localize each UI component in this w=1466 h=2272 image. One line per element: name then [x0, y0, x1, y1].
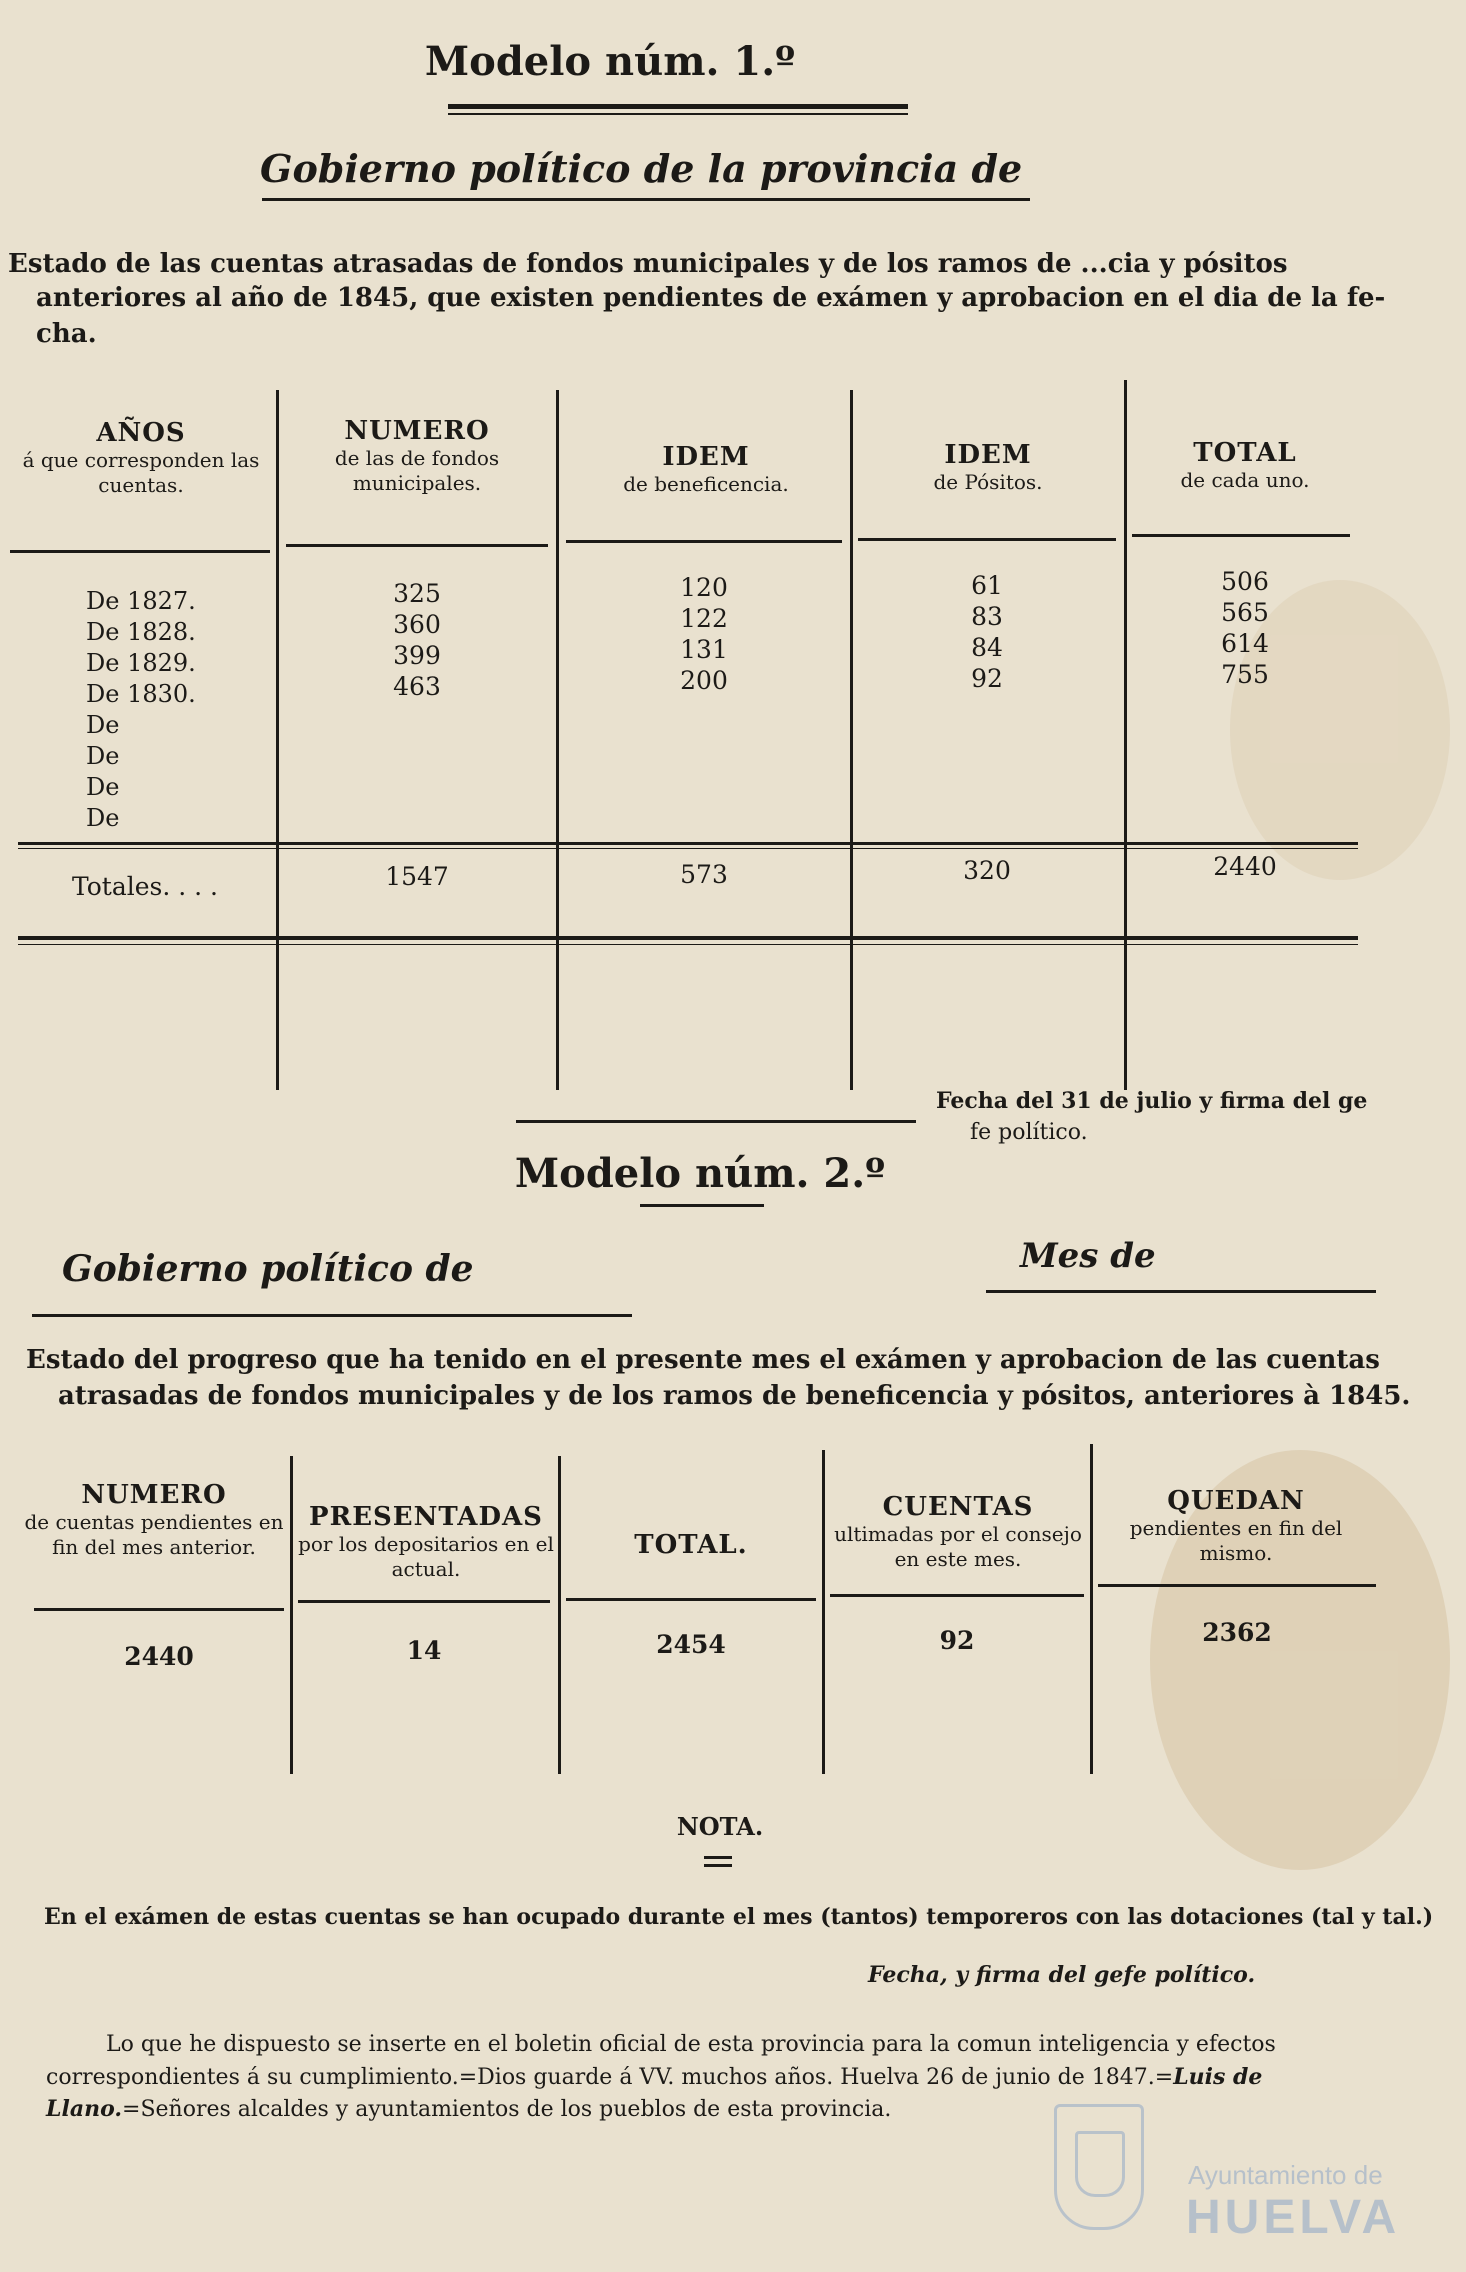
table1-header-rule	[566, 540, 842, 543]
title-underline	[448, 113, 908, 115]
table2-header-quedan: QUEDAN pendientes en fin del mismo.	[1129, 1486, 1343, 1565]
nota-body: En el exámen de estas cuentas se han ocupado durante el mes (tantos) temporeros con las dotaciones (tal y tal.)	[44, 1904, 1434, 1930]
modelo1-estado-line1: Estado de las cuentas atrasadas de fondos municipales y de los ramos de ...cia y pósitos	[8, 249, 1288, 279]
table-row: De 1829.	[86, 649, 196, 677]
table2-value-quedan: 2362	[1202, 1618, 1272, 1647]
table2-vrule	[1090, 1444, 1093, 1774]
table1-totals-label: Totales. . . .	[72, 872, 218, 901]
mes-underline	[986, 1290, 1376, 1293]
table-row: De	[86, 711, 120, 739]
modelo2-title: Modelo núm. 2.º	[514, 1150, 886, 1197]
table1-beneficencia-column: 120 122 131 200	[680, 573, 728, 695]
table2-header-rule	[34, 1608, 284, 1611]
nota-equals-mark	[704, 1856, 732, 1859]
table1-vrule	[556, 390, 559, 1090]
nota-equals-mark	[704, 1864, 732, 1867]
signature-luis: Luis de	[1173, 2064, 1263, 2090]
table-row: De	[86, 773, 120, 801]
table1-header-rule	[1132, 534, 1350, 537]
table2-value-cuentas: 92	[939, 1626, 975, 1655]
table2-header-total: TOTAL.	[634, 1530, 748, 1560]
table2-header-rule	[298, 1600, 550, 1603]
table1-header-rule	[858, 538, 1116, 541]
signature-llano: Llano.	[46, 2096, 123, 2122]
table-row: De 1830.	[86, 680, 196, 708]
table1-totals-beneficencia: 573	[680, 860, 728, 889]
table2-value-numero: 2440	[124, 1642, 194, 1671]
modelo2-estado-line1: Estado del progreso que ha tenido en el presente mes el exámen y aprobacion de las cuentas	[26, 1345, 1380, 1375]
section-divider	[516, 1120, 916, 1123]
title-underline	[640, 1204, 764, 1207]
table2-header-presentadas: PRESENTADAS por los depositarios en el actual.	[298, 1502, 554, 1581]
gobierno-underline	[32, 1314, 632, 1317]
title-underline	[448, 104, 908, 109]
huelva-coat-of-arms-icon	[1054, 2104, 1144, 2230]
table-row: De	[86, 742, 120, 770]
modelo1-fecha-line2: fe político.	[970, 1120, 1088, 1145]
table1-positos-column: 61 83 84 92	[971, 571, 1003, 693]
modelo2-estado-line2: atrasadas de fondos municipales y de los ramos de beneficencia y pósitos, anteriores à 1845.	[58, 1381, 1411, 1411]
table1-total-column: 506 565 614 755	[1221, 567, 1269, 689]
table2-header-rule	[830, 1594, 1084, 1597]
nota-title: NOTA.	[676, 1812, 764, 1841]
table1-bottom-rule	[18, 944, 1358, 945]
table2-vrule	[290, 1456, 293, 1774]
table2-vrule	[822, 1450, 825, 1774]
table1-header-rule	[286, 544, 548, 547]
table1-header-total: TOTAL de cada uno.	[1180, 438, 1310, 492]
table1-vrule	[276, 390, 279, 1090]
table1-totals-municipales: 1547	[385, 862, 449, 891]
modelo1-fecha-line1: Fecha del 31 de julio y firma del ge	[936, 1088, 1368, 1114]
nota-fecha: Fecha, y firma del gefe político.	[868, 1962, 1256, 1988]
modelo1-estado-line2: anteriores al año de 1845, que existen pendientes de exámen y aprobacion en el dia de la fe-	[36, 283, 1386, 313]
table1-totals-rule	[18, 842, 1358, 845]
watermark-line1: Ayuntamiento de	[1188, 2160, 1383, 2190]
closing-line1: Lo que he dispuesto se inserte en el boletin oficial de esta provincia para la comun inteligencia y efectos	[106, 2032, 1276, 2057]
table1-vrule	[1124, 380, 1127, 1090]
modelo2-gobierno: Gobierno político de	[62, 1248, 474, 1290]
modelo1-estado-line3: cha.	[36, 319, 97, 349]
table1-totals-positos: 320	[963, 856, 1011, 885]
watermark-line2: HUELVA	[1186, 2191, 1401, 2244]
table1-header-positos: IDEM de Pósitos.	[933, 440, 1043, 494]
closing-line3: Llano.=Señores alcaldes y ayuntamientos de los pueblos de esta provincia.	[46, 2096, 892, 2122]
table2-header-cuentas: CUENTAS ultimadas por el consejo en este mes.	[834, 1492, 1082, 1571]
modelo1-title: Modelo núm. 1.º	[424, 38, 796, 85]
modelo2-mes: Mes de	[1020, 1236, 1156, 1276]
table1-header-anos: AÑOS á que corresponden las cuentas.	[22, 418, 260, 497]
table1-vrule	[850, 390, 853, 1090]
modelo1-gobierno: Gobierno político de la provincia de	[260, 146, 1023, 191]
gobierno-underline	[262, 198, 1030, 201]
table1-totals-total: 2440	[1213, 852, 1277, 881]
closing-line2: correspondientes á su cumplimiento.=Dios guarde á VV. muchos años. Huelva 26 de junio de 1847.=Luis de	[46, 2064, 1263, 2090]
table1-years-column	[86, 586, 196, 834]
table2-value-total: 2454	[656, 1630, 726, 1659]
table-row: De	[86, 804, 120, 832]
table1-header-beneficencia: IDEM de beneficencia.	[623, 442, 789, 496]
table1-header-rule	[10, 550, 270, 553]
table1-header-numero: NUMERO de las de fondos municipales.	[334, 416, 500, 495]
table2-header-rule	[1098, 1584, 1376, 1587]
table1-totals-rule	[18, 848, 1358, 849]
table-row: De 1828.	[86, 618, 196, 646]
table2-value-presentadas: 14	[406, 1636, 442, 1665]
table2-header-numero: NUMERO de cuentas pendientes en fin del mes anterior.	[24, 1480, 284, 1559]
table1-bottom-rule	[18, 936, 1358, 940]
table1-municipales-column: 325 360 399 463	[393, 579, 441, 701]
table2-header-rule	[566, 1598, 816, 1601]
table-row: De 1827.	[86, 587, 196, 615]
table2-vrule	[558, 1456, 561, 1774]
